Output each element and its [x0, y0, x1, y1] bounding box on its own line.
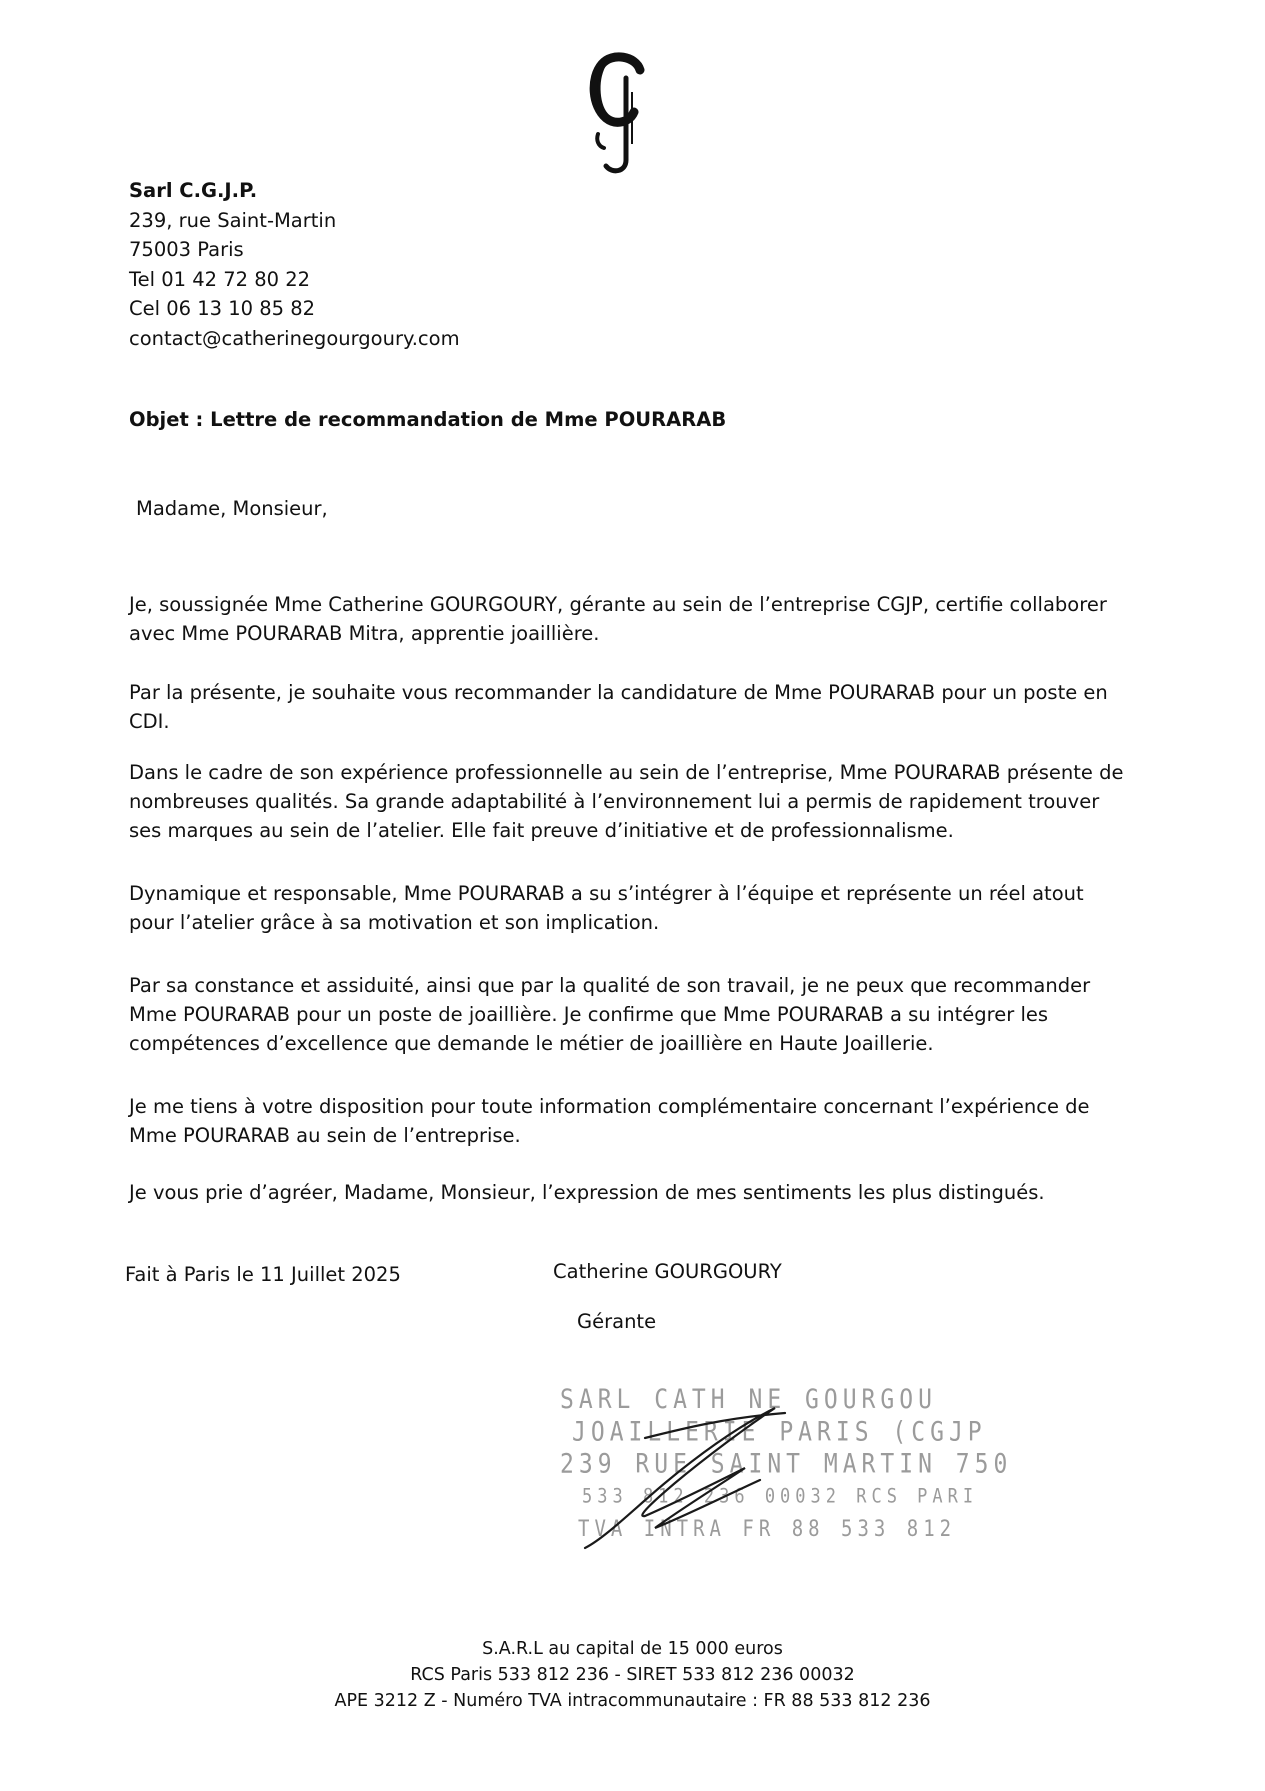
sender-city: 75003 Paris [129, 238, 244, 262]
legal-footer [0, 1636, 1265, 1714]
stamp-line: 239 RUE SAINT MARTIN 750 [560, 1449, 1013, 1480]
letter-body [129, 590, 1129, 1207]
body-paragraph: Par la présente, je souhaite vous recommander la candidature de Mme POURARAB pour un poste en CDI. [129, 681, 1108, 733]
footer-capital: S.A.R.L au capital de 15 000 euros [482, 1639, 783, 1659]
stamp-line: 533 812 236 00032 RCS PARI [582, 1485, 979, 1509]
stamp-line: SARL CATH NE GOURGOU [560, 1385, 937, 1416]
signer-name: Catherine GOURGOURY [553, 1260, 782, 1283]
body-paragraph: Dans le cadre de son expérience professionnelle au sein de l’entreprise, Mme POURARAB présente de nombreuses qualités. Sa grande adaptabilité à l’environnement lui a permis de rapidement trouver ses marques au sein de l’atelier. Elle fait preuve d’initiative et de professionnalisme. [129, 761, 1124, 842]
body-paragraph: Je me tiens à votre disposition pour toute information complémentaire concernant l’expérience de Mme POURARAB au sein de l’entreprise. [129, 1095, 1090, 1147]
sender-email: contact@catherinegourgoury.com [129, 326, 460, 350]
signature-scribble [575, 1388, 795, 1558]
signer-role: Gérante [577, 1310, 657, 1333]
salutation: Madame, Monsieur, [136, 497, 328, 520]
footer-rcs: RCS Paris 533 812 236 - SIRET 533 812 236 00032 [410, 1665, 855, 1685]
sender-tel: Tel 01 42 72 80 22 [129, 267, 311, 291]
stamp-line: JOAILLERIE PARIS (CGJP [572, 1417, 987, 1448]
stamp-line: TVA INTRA FR 88 533 812 [578, 1516, 957, 1542]
sender-company: Sarl C.G.J.P. [129, 179, 258, 202]
sender-cel: Cel 06 13 10 85 82 [129, 297, 316, 321]
footer-ape: APE 3212 Z - Numéro TVA intracommunautaire : FR 88 533 812 236 [334, 1691, 931, 1711]
sender-address: 239, rue Saint-Martin [129, 208, 337, 232]
place-date: Fait à Paris le 11 Juillet 2025 [125, 1263, 401, 1286]
body-paragraph: Par sa constance et assiduité, ainsi que par la qualité de son travail, je ne peux que recommander Mme POURARAB pour un poste de joaillière. Je confirme que Mme POURARAB a su intégrer les compétences d’excellence que demande le métier de joaillière en Haute Joaillerie. [129, 974, 1091, 1055]
cj-monogram-logo [582, 48, 662, 178]
letter-subject: Objet : Lettre de recommandation de Mme POURARAB [129, 408, 727, 431]
body-paragraph: Dynamique et responsable, Mme POURARAB a su s’intégrer à l’équipe et représente un réel atout pour l’atelier grâce à sa motivation et son implication. [129, 882, 1084, 934]
body-paragraph: Je vous prie d’agréer, Madame, Monsieur, l’expression de mes sentiments les plus distingués. [129, 1181, 1045, 1204]
sender-block [129, 176, 460, 354]
body-paragraph: Je, soussignée Mme Catherine GOURGOURY, gérante au sein de l’entreprise CGJP, certifie collaborer avec Mme POURARAB Mitra, apprentie joaillière. [129, 593, 1107, 645]
